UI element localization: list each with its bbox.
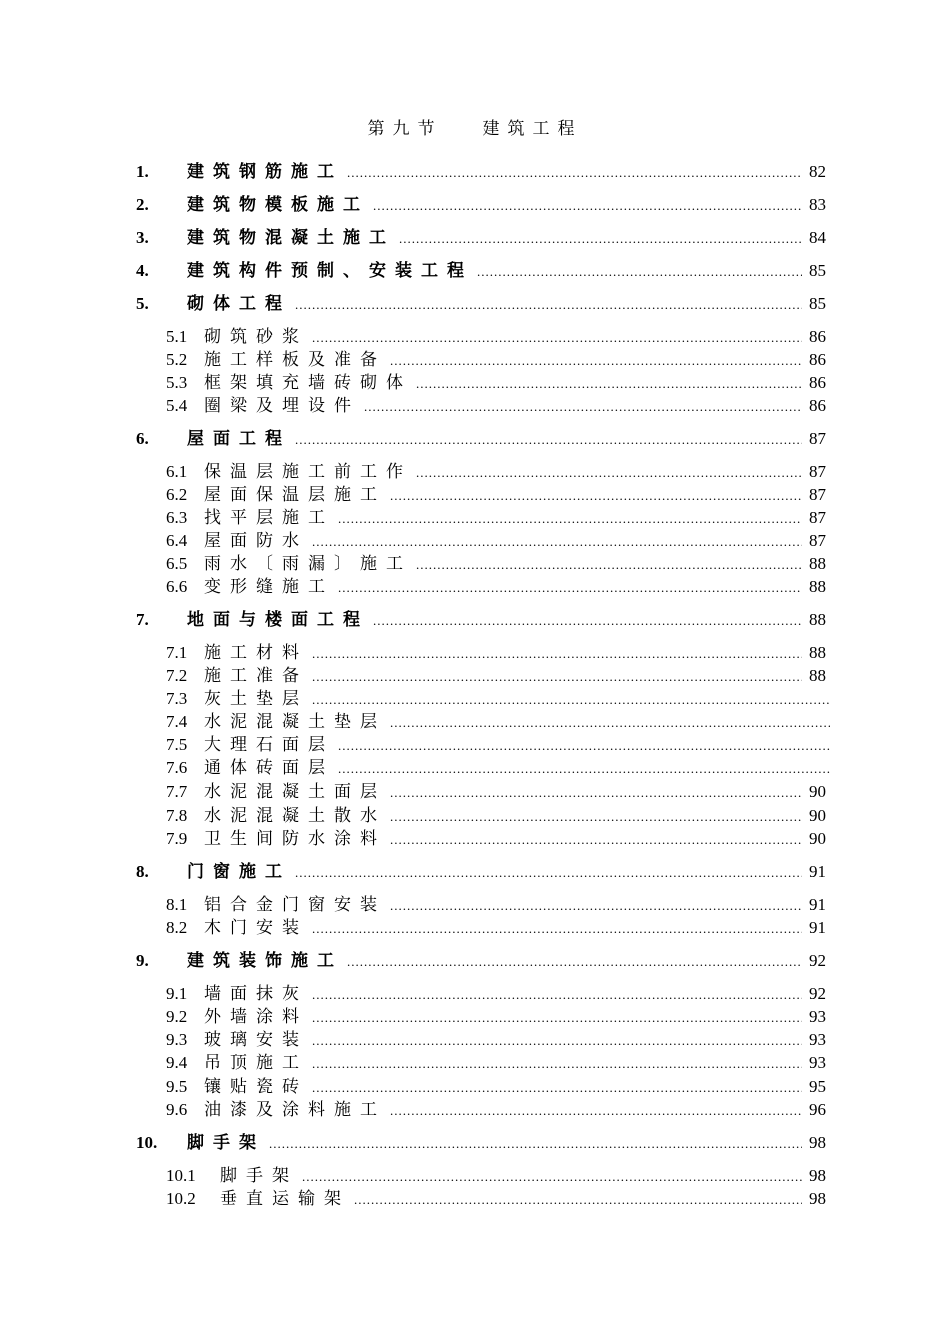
toc-leader — [477, 260, 802, 284]
toc-section[interactable] — [166, 641, 826, 665]
toc-title: 脚手架 — [187, 1133, 265, 1152]
toc-number: 10.2 — [166, 1189, 196, 1208]
toc-section[interactable] — [166, 827, 826, 851]
toc-leader — [338, 757, 830, 781]
toc-section[interactable] — [166, 575, 826, 599]
toc-title: 铝合金门窗安装 — [204, 895, 386, 914]
toc-page-number: 90 — [809, 829, 826, 848]
toc-title: 水泥混凝土面层 — [204, 782, 386, 801]
toc-number: 10.1 — [166, 1166, 196, 1185]
toc-page-number: 91 — [809, 895, 826, 914]
toc-leader — [312, 1029, 802, 1053]
toc-number: 5.1 — [166, 327, 188, 346]
toc-page-number: 86 — [809, 350, 826, 369]
toc-title: 灰土垫层 — [204, 689, 308, 708]
toc-page-number: 88 — [809, 610, 826, 629]
toc-number: 8. — [136, 862, 149, 881]
toc-page-number: 87 — [809, 429, 826, 448]
toc-leader — [312, 1052, 802, 1076]
toc-page-number: 93 — [809, 1053, 826, 1072]
toc-page-number: 88 — [809, 666, 826, 685]
toc-title: 水泥混凝土散水 — [204, 806, 386, 825]
toc-section[interactable] — [166, 1098, 826, 1122]
toc-number: 7.6 — [166, 758, 188, 777]
toc-page-number: 91 — [809, 918, 826, 937]
toc-title: 圈梁及埋设件 — [204, 396, 360, 415]
toc-title: 油漆及涂料施工 — [204, 1100, 386, 1119]
toc-section[interactable] — [166, 348, 826, 372]
toc-title: 建筑钢筋施工 — [187, 162, 343, 181]
toc-number: 6.5 — [166, 554, 188, 573]
toc-page-number: 87 — [809, 531, 826, 550]
section-name-heading: 建筑工程 — [482, 119, 583, 138]
toc-number: 5. — [136, 294, 149, 313]
toc-page-number: 84 — [809, 228, 826, 247]
toc-section[interactable] — [166, 1051, 826, 1075]
toc-number: 6.3 — [166, 508, 188, 527]
toc-leader — [312, 983, 802, 1007]
toc-leader — [390, 828, 802, 852]
toc-leader — [347, 950, 802, 974]
toc-leader — [295, 861, 802, 885]
toc-leader — [302, 1165, 802, 1189]
toc-page-number: 98 — [809, 1133, 826, 1152]
toc-section[interactable] — [166, 1164, 826, 1188]
toc-title: 雨水〔雨漏〕施工 — [204, 554, 412, 573]
toc-section[interactable] — [166, 1028, 826, 1052]
toc-leader — [390, 894, 802, 918]
toc-section[interactable] — [166, 552, 826, 576]
toc-title: 吊顶施工 — [204, 1053, 308, 1072]
toc-title: 大理石面层 — [204, 735, 334, 754]
toc-section[interactable] — [166, 916, 826, 940]
toc-leader — [312, 530, 802, 554]
toc-number: 4. — [136, 261, 149, 280]
toc-page-number: 91 — [809, 862, 826, 881]
toc-section[interactable] — [166, 506, 826, 530]
toc-section[interactable] — [166, 325, 826, 349]
toc-number: 7.5 — [166, 735, 188, 754]
toc-section[interactable] — [166, 710, 836, 734]
toc-number: 5.2 — [166, 350, 188, 369]
toc-chapter[interactable] — [136, 860, 826, 884]
toc-leader — [373, 194, 802, 218]
toc-page-number: 92 — [809, 951, 826, 970]
toc-leader — [312, 1076, 802, 1100]
toc-number: 9.2 — [166, 1007, 188, 1026]
toc-number: 6.2 — [166, 485, 188, 504]
toc-leader — [390, 484, 802, 508]
toc-page-number: 86 — [809, 373, 826, 392]
toc-title: 砌体工程 — [187, 294, 291, 313]
toc-leader — [338, 734, 830, 758]
toc-page-number: 88 — [809, 554, 826, 573]
toc-leader — [295, 428, 802, 452]
toc-title: 施工材料 — [204, 643, 308, 662]
toc-title: 镶贴瓷砖 — [204, 1077, 308, 1096]
toc-page-number: 96 — [809, 1100, 826, 1119]
toc-leader — [390, 781, 802, 805]
toc-page-number: 87 — [809, 462, 826, 481]
toc-section[interactable] — [166, 460, 826, 484]
toc-number: 7. — [136, 610, 149, 629]
toc-title: 木门安装 — [204, 918, 308, 937]
toc-page-number: 93 — [809, 1007, 826, 1026]
toc-title: 砌筑砂浆 — [204, 327, 308, 346]
toc-page-number: 86 — [809, 327, 826, 346]
toc-leader — [338, 576, 802, 600]
toc-page-number: 90 — [809, 782, 826, 801]
toc-number: 9.3 — [166, 1030, 188, 1049]
toc-number: 7.1 — [166, 643, 188, 662]
toc-page-number: 90 — [809, 806, 826, 825]
toc-title: 建筑装饰施工 — [187, 951, 343, 970]
toc-number: 7.2 — [166, 666, 188, 685]
toc-section[interactable] — [166, 483, 826, 507]
toc-title: 垂直运输架 — [220, 1189, 350, 1208]
toc-section[interactable] — [166, 756, 836, 780]
toc-title: 建筑物模板施工 — [187, 195, 369, 214]
toc-section[interactable] — [166, 1005, 826, 1029]
toc-title: 建筑构件预制、安装工程 — [187, 261, 473, 280]
toc-leader — [373, 609, 802, 633]
toc-number: 3. — [136, 228, 149, 247]
toc-number: 6. — [136, 429, 149, 448]
toc-page-number: 88 — [809, 643, 826, 662]
toc-chapter[interactable] — [136, 427, 826, 451]
toc-page-number: 85 — [809, 294, 826, 313]
toc-title: 保温层施工前工作 — [204, 462, 412, 481]
toc-leader — [312, 688, 830, 712]
section-number-heading: 第九节 — [367, 119, 443, 138]
toc-chapter[interactable] — [136, 226, 826, 250]
toc-number: 7.7 — [166, 782, 188, 801]
toc-section[interactable] — [166, 529, 826, 553]
toc-title: 卫生间防水涂料 — [204, 829, 386, 848]
toc-leader — [312, 917, 802, 941]
toc-number: 7.3 — [166, 689, 188, 708]
toc-leader — [390, 805, 802, 829]
toc-leader — [338, 507, 802, 531]
toc-number: 8.1 — [166, 895, 188, 914]
toc-page-number: 82 — [809, 162, 826, 181]
toc-title: 找平层施工 — [204, 508, 334, 527]
toc-number: 6.4 — [166, 531, 188, 550]
toc-page-number: 83 — [809, 195, 826, 214]
toc-leader — [399, 227, 802, 251]
toc-leader — [312, 665, 802, 689]
toc-title: 建筑物混凝土施工 — [187, 228, 395, 247]
toc-leader — [390, 349, 802, 373]
toc-title: 水泥混凝土垫层 — [204, 712, 386, 731]
toc-title: 墙面抹灰 — [204, 984, 308, 1003]
toc-page-number: 93 — [809, 1030, 826, 1049]
toc-number: 7.4 — [166, 712, 188, 731]
toc-number: 9.1 — [166, 984, 188, 1003]
toc-section[interactable] — [166, 1075, 826, 1099]
toc-page-number: 88 — [809, 577, 826, 596]
toc-title: 屋面防水 — [204, 531, 308, 550]
toc-number: 8.2 — [166, 918, 188, 937]
toc-title: 施工样板及准备 — [204, 350, 386, 369]
toc-number: 1. — [136, 162, 149, 181]
toc-section[interactable] — [166, 371, 826, 395]
toc-title: 地面与楼面工程 — [187, 610, 369, 629]
toc-section[interactable] — [166, 982, 826, 1006]
toc-leader — [390, 711, 830, 735]
toc-leader — [269, 1132, 802, 1156]
toc-chapter[interactable] — [136, 292, 826, 316]
toc-page-number: 87 — [809, 485, 826, 504]
toc-title: 屋面保温层施工 — [204, 485, 386, 504]
toc-leader — [312, 326, 802, 350]
toc-page-number: 95 — [809, 1077, 826, 1096]
toc-page-number: 87 — [809, 508, 826, 527]
toc-title: 玻璃安装 — [204, 1030, 308, 1049]
toc-title: 屋面工程 — [187, 429, 291, 448]
toc-number: 7.9 — [166, 829, 188, 848]
toc-section[interactable] — [166, 394, 826, 418]
toc-number: 9.4 — [166, 1053, 188, 1072]
toc-number: 6.6 — [166, 577, 188, 596]
toc-section[interactable] — [166, 893, 826, 917]
toc-leader — [416, 372, 802, 396]
toc-page-number: 98 — [809, 1189, 826, 1208]
toc-chapter[interactable] — [136, 160, 826, 184]
toc-leader — [416, 461, 802, 485]
toc-title: 脚手架 — [220, 1166, 298, 1185]
toc-page-number: 92 — [809, 984, 826, 1003]
toc-title: 通体砖面层 — [204, 758, 334, 777]
toc-number: 7.8 — [166, 806, 188, 825]
toc-section[interactable] — [166, 687, 836, 711]
toc-leader — [390, 1099, 802, 1123]
toc-leader — [295, 293, 802, 317]
toc-page-number: 98 — [809, 1166, 826, 1185]
toc-page-number: 85 — [809, 261, 826, 280]
toc-section[interactable] — [166, 1187, 826, 1211]
toc-leader — [354, 1188, 802, 1212]
toc-page-number: 86 — [809, 396, 826, 415]
toc-chapter[interactable] — [136, 193, 826, 217]
toc-title: 门窗施工 — [187, 862, 291, 881]
toc-chapter[interactable] — [136, 1131, 826, 1155]
toc-title: 外墙涂料 — [204, 1007, 308, 1026]
toc-chapter[interactable] — [136, 608, 826, 632]
toc-chapter[interactable] — [136, 949, 826, 973]
toc-section[interactable] — [166, 804, 826, 828]
toc-title: 框架填充墙砖砌体 — [204, 373, 412, 392]
toc-chapter[interactable] — [136, 259, 826, 283]
toc-leader — [312, 642, 802, 666]
toc-number: 10. — [136, 1133, 158, 1152]
toc-section[interactable] — [166, 780, 826, 804]
toc-section[interactable] — [166, 733, 836, 757]
toc-leader — [312, 1006, 802, 1030]
toc-number: 5.3 — [166, 373, 188, 392]
toc-leader — [416, 553, 802, 577]
toc-title: 施工准备 — [204, 666, 308, 685]
toc-number: 9.6 — [166, 1100, 188, 1119]
toc-number: 6.1 — [166, 462, 188, 481]
toc-leader — [364, 395, 802, 419]
toc-leader — [347, 161, 802, 185]
toc-number: 9.5 — [166, 1077, 188, 1096]
toc-section[interactable] — [166, 664, 826, 688]
toc-number: 5.4 — [166, 396, 188, 415]
toc-number: 9. — [136, 951, 149, 970]
toc-title: 变形缝施工 — [204, 577, 334, 596]
toc-number: 2. — [136, 195, 149, 214]
